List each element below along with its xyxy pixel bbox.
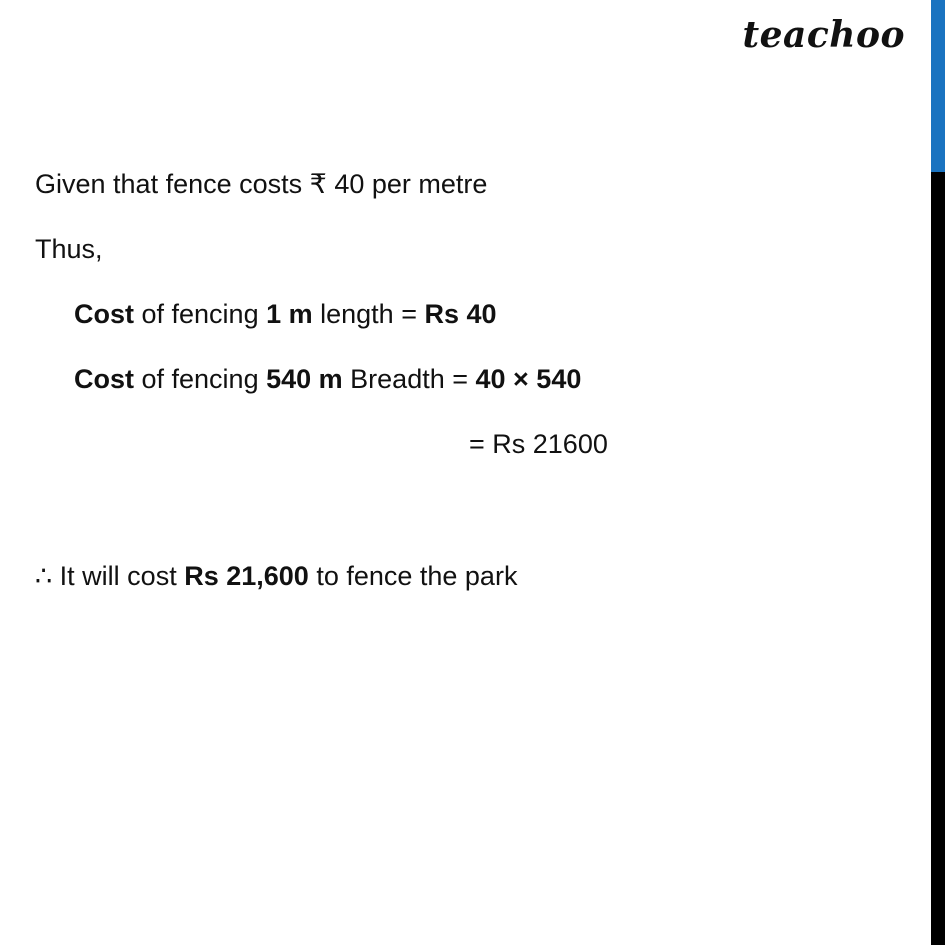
breadth-value: 540 m (266, 364, 343, 394)
length-value: 1 m (266, 299, 313, 329)
result-line: = Rs 21600 (469, 429, 608, 459)
thus-label: Thus, (35, 234, 103, 264)
therefore-text: ∴ It will cost (35, 561, 185, 591)
right-edge-accent (931, 0, 945, 172)
cost-word: Cost (74, 364, 134, 394)
conclusion-line (35, 560, 517, 592)
right-edge-bar (931, 0, 945, 945)
cost-breadth-line (74, 363, 581, 395)
text-segment: length = (312, 299, 425, 329)
text-segment: of fencing (134, 364, 267, 394)
cost-word: Cost (74, 299, 134, 329)
amount-value: Rs 40 (424, 299, 497, 329)
total-cost: Rs 21,600 (184, 561, 309, 591)
text-segment: Breadth = (342, 364, 476, 394)
text-segment: of fencing (134, 299, 267, 329)
multiplication-expression: 40 × 540 (475, 364, 582, 394)
cost-per-metre-line (74, 298, 497, 330)
teachoo-logo: teachoo (742, 14, 905, 56)
given-statement: Given that fence costs ₹ 40 per metre (35, 169, 488, 199)
text-segment: to fence the park (308, 561, 518, 591)
